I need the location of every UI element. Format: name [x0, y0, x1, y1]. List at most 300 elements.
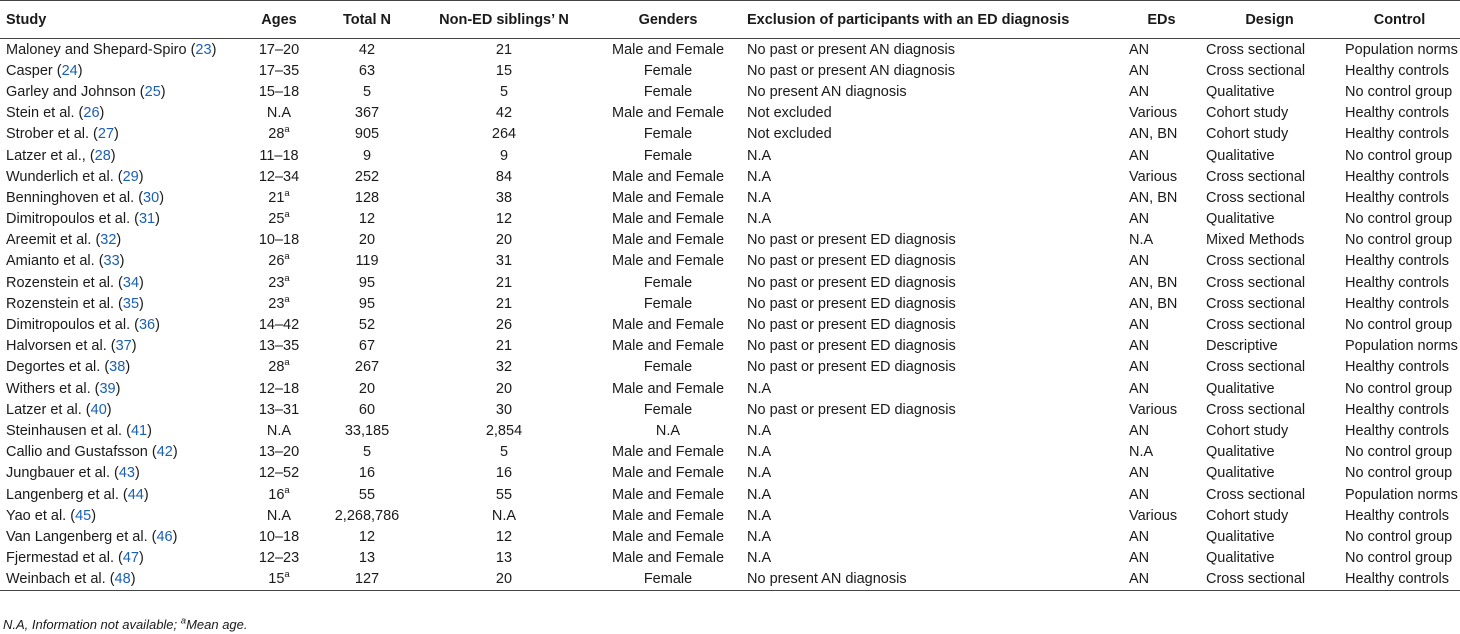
study-name: Amianto et al. — [6, 253, 95, 270]
table-row — [0, 420, 1460, 441]
cell-exclusion: N.A — [747, 189, 772, 206]
cell-genders: Male and Female — [611, 253, 725, 270]
cell-design: Cohort study — [1206, 422, 1289, 439]
table-row — [0, 251, 1460, 272]
cell-exclusion: No present AN diagnosis — [741, 569, 1123, 591]
cell-design: Cross sectional — [1206, 274, 1306, 291]
cell-exclusion: No past or present AN diagnosis — [747, 41, 955, 58]
cell-genders: Female — [643, 295, 693, 312]
citation-link[interactable]: 25 — [144, 83, 161, 100]
table-row — [0, 357, 1460, 378]
cell-control: Healthy controls — [1345, 507, 1449, 524]
cell-study: Areemit et al. (32) — [6, 232, 122, 249]
cell-control: No control group — [1345, 211, 1453, 228]
table-row — [0, 293, 1460, 314]
cell-study: Stein et al. (26) — [6, 105, 105, 122]
cell-exclusion: N.A — [747, 380, 772, 397]
cell-control: Population norms — [1345, 41, 1458, 58]
cell-study: Strober et al. (27) — [6, 126, 119, 143]
cell-eds: N.A — [1129, 232, 1154, 249]
cell-total: 20 — [358, 380, 376, 397]
cell-genders: Male and Female — [611, 338, 725, 355]
cell-siblings: 38 — [495, 189, 513, 206]
cell-siblings: 2,854 — [485, 422, 523, 439]
cell-exclusion: No past or present ED diagnosis — [747, 232, 956, 249]
table-row — [0, 336, 1460, 357]
cell-genders: Male and Female — [611, 550, 725, 567]
cell-ages — [237, 103, 321, 124]
cell-genders: Female — [643, 359, 693, 376]
citation-link[interactable]: 45 — [75, 507, 92, 524]
cell-ages — [237, 442, 321, 463]
header-exclusion: Exclusion of participants with an ED diagnosis — [741, 1, 1123, 39]
mean-age-mark: a — [284, 124, 290, 136]
cell-ages — [237, 399, 321, 420]
cell-siblings: 20 — [495, 232, 513, 249]
citation-link[interactable]: 33 — [103, 253, 120, 270]
ages-value: 14–42 — [258, 317, 300, 334]
cell-control: Healthy controls — [1345, 401, 1449, 418]
cell-genders: Female — [643, 126, 693, 143]
cell-study: Callio and Gustafsson (42) — [6, 444, 178, 461]
cell-exclusion: N.A — [747, 422, 772, 439]
study-name: Degortes et al. — [6, 359, 101, 376]
cell-eds: AN — [1129, 550, 1150, 567]
cell-control: Population norms — [1345, 486, 1458, 503]
cell-siblings: 21 — [495, 274, 513, 291]
table-row — [0, 103, 1460, 124]
cell-study: Benninghoven et al. (30) — [6, 189, 165, 206]
mean-age-mark: a — [284, 357, 290, 369]
cell-eds: AN — [1129, 253, 1150, 270]
citation-link[interactable]: 44 — [127, 486, 144, 503]
cell-ages — [237, 314, 321, 335]
cell-ages — [237, 272, 321, 293]
cell-design: Descriptive — [1206, 338, 1278, 355]
mean-age-mark: a — [284, 484, 290, 496]
cell-genders: Female — [643, 83, 693, 100]
cell-study: Dimitropoulos et al. (36) — [6, 317, 160, 334]
ages-value: 23 — [268, 295, 285, 312]
cell-ages — [237, 357, 321, 378]
cell-design: Qualitative — [1206, 550, 1275, 567]
citation-link[interactable]: 36 — [138, 317, 156, 334]
cell-total: 128 — [354, 189, 380, 206]
cell-siblings: 21 — [495, 41, 513, 58]
cell-siblings: 12 — [495, 528, 513, 545]
citation-link[interactable]: 24 — [61, 62, 78, 79]
table-row — [0, 60, 1460, 81]
cell-siblings: 15 — [495, 62, 513, 79]
cell-exclusion: Not excluded — [747, 126, 832, 143]
citation-link[interactable]: 38 — [109, 359, 126, 376]
cell-design: Cross sectional — [1206, 401, 1306, 418]
header-total: Total N — [321, 1, 413, 39]
cell-control: No control group — [1345, 317, 1453, 334]
cell-total: 12 — [358, 528, 376, 545]
cell-control: Healthy controls — [1345, 126, 1449, 143]
study-name: Halvorsen et al. — [6, 338, 107, 355]
cell-exclusion: No past or present AN diagnosis — [747, 62, 955, 79]
study-name: Steinhausen et al. — [6, 422, 123, 439]
cell-eds: AN — [1129, 422, 1150, 439]
cell-ages — [237, 251, 321, 272]
table-body — [0, 39, 1460, 591]
table-row — [0, 505, 1460, 526]
cell-siblings: 13 — [495, 550, 513, 567]
cell-genders: Male and Female — [611, 507, 725, 524]
table-row — [0, 230, 1460, 251]
cell-genders: Male and Female — [611, 41, 725, 58]
study-name: Latzer et al., — [6, 147, 86, 164]
cell-exclusion: No past or present ED diagnosis — [747, 253, 956, 270]
cell-siblings: 30 — [495, 401, 513, 418]
cell-exclusion: N.A — [747, 486, 772, 503]
cell-study: Withers et al. (39) — [6, 380, 121, 397]
cell-eds: Various — [1129, 507, 1178, 524]
cell-design: Cross sectional — [1206, 359, 1306, 376]
cell-genders: Female — [643, 401, 693, 418]
table-footnote — [3, 617, 248, 632]
table-row — [0, 484, 1460, 505]
cell-siblings: 16 — [495, 465, 513, 482]
study-name: Callio and Gustafsson — [6, 444, 148, 461]
ages-value: 26 — [268, 253, 285, 270]
cell-study: Langenberg et al. (44) — [6, 486, 149, 503]
cell-design: Qualitative — [1206, 211, 1275, 228]
ages-value: 12–23 — [258, 550, 300, 567]
ages-value: 28 — [268, 126, 285, 143]
citation-link[interactable]: 46 — [156, 528, 173, 545]
cell-study: Fjermestad et al. (47) — [6, 550, 144, 567]
citation-link[interactable]: 32 — [100, 232, 117, 249]
study-name: Yao et al. — [6, 507, 67, 524]
cell-eds: AN — [1129, 380, 1150, 397]
ages-value: 10–18 — [258, 232, 300, 249]
cell-control: No control group — [1345, 444, 1453, 461]
cell-design: Qualitative — [1206, 83, 1275, 100]
cell-total: 16 — [358, 465, 376, 482]
ages-value: 23 — [268, 274, 285, 291]
cell-genders: Male and Female — [611, 528, 725, 545]
study-name: Strober et al. — [6, 126, 90, 143]
cell-total: 5 — [362, 444, 372, 461]
cell-ages — [237, 124, 321, 145]
cell-genders: Male and Female — [611, 211, 725, 228]
citation-link[interactable]: 42 — [156, 444, 173, 461]
cell-exclusion: N.A — [747, 465, 772, 482]
footnote-na: N.A, Information not available; — [3, 617, 181, 632]
cell-eds: AN — [1129, 528, 1150, 545]
study-name: Maloney and Shepard-Spiro — [6, 41, 187, 58]
header-siblings: Non-ED siblings’ N — [413, 1, 595, 39]
study-name: Latzer et al. — [6, 401, 82, 418]
cell-eds: AN — [1129, 486, 1150, 503]
cell-eds: AN — [1129, 359, 1150, 376]
cell-siblings: N.A — [491, 507, 517, 524]
table-row — [0, 463, 1460, 484]
cell-study: Wunderlich et al. (29) — [6, 168, 144, 185]
table-row — [0, 442, 1460, 463]
ages-value: 13–35 — [258, 338, 300, 355]
study-name: Casper — [6, 62, 53, 79]
cell-total: 127 — [321, 569, 413, 591]
ages-value: 13–31 — [258, 401, 300, 418]
cell-eds: Various — [1129, 168, 1178, 185]
cell-control: Healthy controls — [1339, 569, 1460, 591]
cell-total: 13 — [358, 550, 376, 567]
citation-link[interactable]: 34 — [122, 274, 140, 291]
ages-value: 12–34 — [258, 168, 300, 185]
ages-value: 17–35 — [258, 62, 300, 79]
cell-ages — [237, 166, 321, 187]
cell-control: Population norms — [1345, 338, 1458, 355]
cell-siblings: 55 — [495, 486, 513, 503]
citation-link[interactable]: 30 — [143, 189, 160, 206]
cell-design: Cross sectional — [1200, 569, 1339, 591]
cell-siblings: 20 — [413, 569, 595, 591]
citation-link[interactable]: 31 — [138, 211, 156, 228]
cell-ages — [237, 463, 321, 484]
cell-total: 95 — [358, 274, 376, 291]
cell-siblings: 32 — [495, 359, 513, 376]
cell-exclusion: N.A — [747, 211, 772, 228]
study-name: Stein et al. — [6, 105, 75, 122]
cell-total: 5 — [362, 83, 372, 100]
ages-value: 25 — [268, 211, 285, 228]
cell-control: Healthy controls — [1345, 359, 1449, 376]
mean-age-mark: a — [284, 294, 290, 306]
cell-study: Van Langenberg et al. (46) — [6, 528, 178, 545]
cell-total: 60 — [358, 401, 376, 418]
cell-total: 42 — [358, 41, 376, 58]
mean-age-mark: a — [284, 569, 290, 581]
table-row — [0, 209, 1460, 230]
ages-value: 10–18 — [258, 528, 300, 545]
citation-link[interactable]: 37 — [115, 338, 132, 355]
cell-total: 12 — [358, 211, 376, 228]
cell-control: Healthy controls — [1345, 253, 1449, 270]
cell-design: Cross sectional — [1206, 62, 1306, 79]
cell-exclusion: No past or present ED diagnosis — [747, 274, 956, 291]
cell-genders: Male and Female — [611, 380, 725, 397]
table-row — [0, 81, 1460, 102]
cell-exclusion: No present AN diagnosis — [747, 83, 907, 100]
cell-genders: Male and Female — [611, 168, 725, 185]
cell-control: Healthy controls — [1345, 295, 1449, 312]
cell-ages — [237, 60, 321, 81]
study-name: Dimitropoulos et al. — [6, 211, 131, 228]
mean-age-mark: a — [284, 188, 290, 200]
cell-control: Healthy controls — [1345, 168, 1449, 185]
cell-study: Weinbach et al. (48) — [0, 569, 237, 591]
cell-ages — [237, 420, 321, 441]
ages-value: 12–52 — [258, 465, 300, 482]
table-row — [0, 569, 1460, 591]
cell-study: Degortes et al. (38) — [6, 359, 131, 376]
ages-value: N.A — [266, 507, 292, 524]
cell-eds: Various — [1129, 105, 1178, 122]
table-row — [0, 145, 1460, 166]
study-name: Langenberg et al. — [6, 486, 119, 503]
cell-total: 9 — [362, 147, 372, 164]
cell-study: Steinhausen et al. (41) — [6, 422, 152, 439]
citation-link[interactable]: 28 — [94, 147, 111, 164]
header-study: Study — [0, 1, 237, 39]
cell-study: Amianto et al. (33) — [6, 253, 125, 270]
table-row — [0, 39, 1460, 61]
table-row — [0, 187, 1460, 208]
footnote-mean: Mean age. — [186, 617, 248, 632]
cell-eds: AN — [1129, 338, 1150, 355]
cell-control: Healthy controls — [1345, 62, 1449, 79]
cell-total: 2,268,786 — [334, 507, 400, 524]
cell-control: No control group — [1345, 550, 1453, 567]
cell-eds: AN, BN — [1129, 189, 1178, 206]
cell-exclusion: N.A — [747, 444, 772, 461]
citation-link[interactable]: 41 — [130, 422, 148, 439]
cell-total: 252 — [354, 168, 380, 185]
cell-genders: Male and Female — [611, 317, 725, 334]
citation-link[interactable]: 23 — [195, 41, 212, 58]
cell-siblings: 21 — [495, 295, 513, 312]
cell-genders: N.A — [655, 422, 681, 439]
cell-exclusion: No past or present ED diagnosis — [747, 401, 956, 418]
cell-control: No control group — [1345, 465, 1453, 482]
cell-siblings: 31 — [495, 253, 513, 270]
header-design: Design — [1200, 1, 1339, 39]
cell-siblings: 9 — [499, 147, 509, 164]
study-name: Benninghoven et al. — [6, 189, 135, 206]
ages-value: 17–20 — [258, 41, 300, 58]
citation-link[interactable]: 35 — [122, 295, 140, 312]
citation-link[interactable]: 26 — [83, 105, 100, 122]
citation-link[interactable]: 39 — [99, 380, 116, 397]
cell-total: 267 — [354, 359, 380, 376]
cell-study: Casper (24) — [6, 62, 83, 79]
cell-design: Cross sectional — [1206, 41, 1306, 58]
cell-eds: AN — [1129, 62, 1150, 79]
cell-design: Cohort study — [1206, 105, 1289, 122]
cell-design: Cross sectional — [1206, 295, 1306, 312]
cell-genders: Male and Female — [611, 465, 725, 482]
cell-control: No control group — [1345, 232, 1453, 249]
cell-study: Dimitropoulos et al. (31) — [6, 211, 160, 228]
cell-design: Qualitative — [1206, 147, 1275, 164]
cell-ages — [237, 569, 321, 591]
cell-design: Qualitative — [1206, 380, 1275, 397]
cell-genders: Female — [643, 274, 693, 291]
cell-ages — [237, 484, 321, 505]
mean-age-mark: a — [284, 272, 290, 284]
citation-link[interactable]: 43 — [118, 465, 135, 482]
cell-eds: Various — [1129, 401, 1178, 418]
cell-control: Healthy controls — [1345, 274, 1449, 291]
cell-exclusion: No past or present ED diagnosis — [747, 359, 956, 376]
study-name: Jungbauer et al. — [6, 465, 110, 482]
cell-total: 67 — [358, 338, 376, 355]
table-row — [0, 166, 1460, 187]
cell-exclusion: N.A — [747, 550, 772, 567]
ages-value: 15 — [268, 571, 285, 588]
cell-ages — [237, 39, 321, 61]
cell-ages — [237, 145, 321, 166]
cell-design: Cross sectional — [1206, 253, 1306, 270]
cell-eds: AN — [1129, 41, 1150, 58]
cell-study: Latzer et al. (40) — [6, 401, 112, 418]
cell-study: Latzer et al., (28) — [6, 147, 116, 164]
citation-link[interactable]: 48 — [114, 571, 131, 588]
cell-study: Rozenstein et al. (35) — [6, 295, 144, 312]
cell-ages — [237, 336, 321, 357]
cell-exclusion: N.A — [747, 528, 772, 545]
cell-control: Healthy controls — [1345, 189, 1449, 206]
cell-siblings: 20 — [495, 380, 513, 397]
table-row — [0, 399, 1460, 420]
citation-link[interactable]: 40 — [90, 401, 107, 418]
citation-link[interactable]: 47 — [122, 550, 139, 567]
cell-design: Mixed Methods — [1206, 232, 1305, 249]
cell-genders: Male and Female — [611, 189, 725, 206]
table-row — [0, 526, 1460, 547]
cell-design: Cross sectional — [1206, 168, 1306, 185]
study-name: Rozenstein et al. — [6, 274, 115, 291]
study-name: Weinbach et al. — [6, 571, 106, 588]
study-name: Fjermestad et al. — [6, 550, 114, 567]
ages-value: 16 — [268, 486, 285, 503]
cell-study: Yao et al. (45) — [6, 507, 97, 524]
ages-value: N.A — [266, 105, 292, 122]
cell-genders: Female — [595, 569, 741, 591]
cell-eds: N.A — [1129, 444, 1154, 461]
cell-siblings: 12 — [495, 211, 513, 228]
cell-design: Qualitative — [1206, 444, 1275, 461]
cell-eds: AN — [1123, 569, 1200, 591]
study-name: Dimitropoulos et al. — [6, 317, 131, 334]
cell-ages — [237, 230, 321, 251]
header-row — [0, 1, 1460, 39]
cell-exclusion: N.A — [747, 168, 772, 185]
cell-genders: Female — [643, 147, 693, 164]
ages-value: 28 — [268, 359, 285, 376]
cell-total: 95 — [358, 295, 376, 312]
cell-genders: Male and Female — [611, 232, 725, 249]
cell-exclusion: No past or present ED diagnosis — [747, 295, 956, 312]
cell-genders: Male and Female — [611, 486, 725, 503]
citation-link[interactable]: 27 — [97, 126, 115, 143]
cell-siblings: 42 — [495, 105, 513, 122]
header-eds: EDs — [1123, 1, 1200, 39]
cell-eds: AN — [1129, 83, 1150, 100]
study-name: Garley and Johnson — [6, 83, 136, 100]
cell-siblings: 5 — [499, 444, 509, 461]
header-control: Control — [1339, 1, 1460, 39]
cell-ages — [237, 187, 321, 208]
cell-eds: AN — [1129, 147, 1150, 164]
cell-total: 33,185 — [344, 422, 390, 439]
cell-exclusion: No past or present ED diagnosis — [747, 317, 956, 334]
cell-total: 905 — [354, 126, 380, 143]
cell-ages — [237, 209, 321, 230]
cell-ages — [237, 548, 321, 569]
cell-exclusion: N.A — [747, 507, 772, 524]
ages-value: 13–20 — [258, 444, 300, 461]
cell-eds: AN — [1129, 317, 1150, 334]
citation-link[interactable]: 29 — [122, 168, 139, 185]
cell-design: Cohort study — [1206, 507, 1289, 524]
cell-total: 55 — [358, 486, 376, 503]
cell-ages — [237, 505, 321, 526]
